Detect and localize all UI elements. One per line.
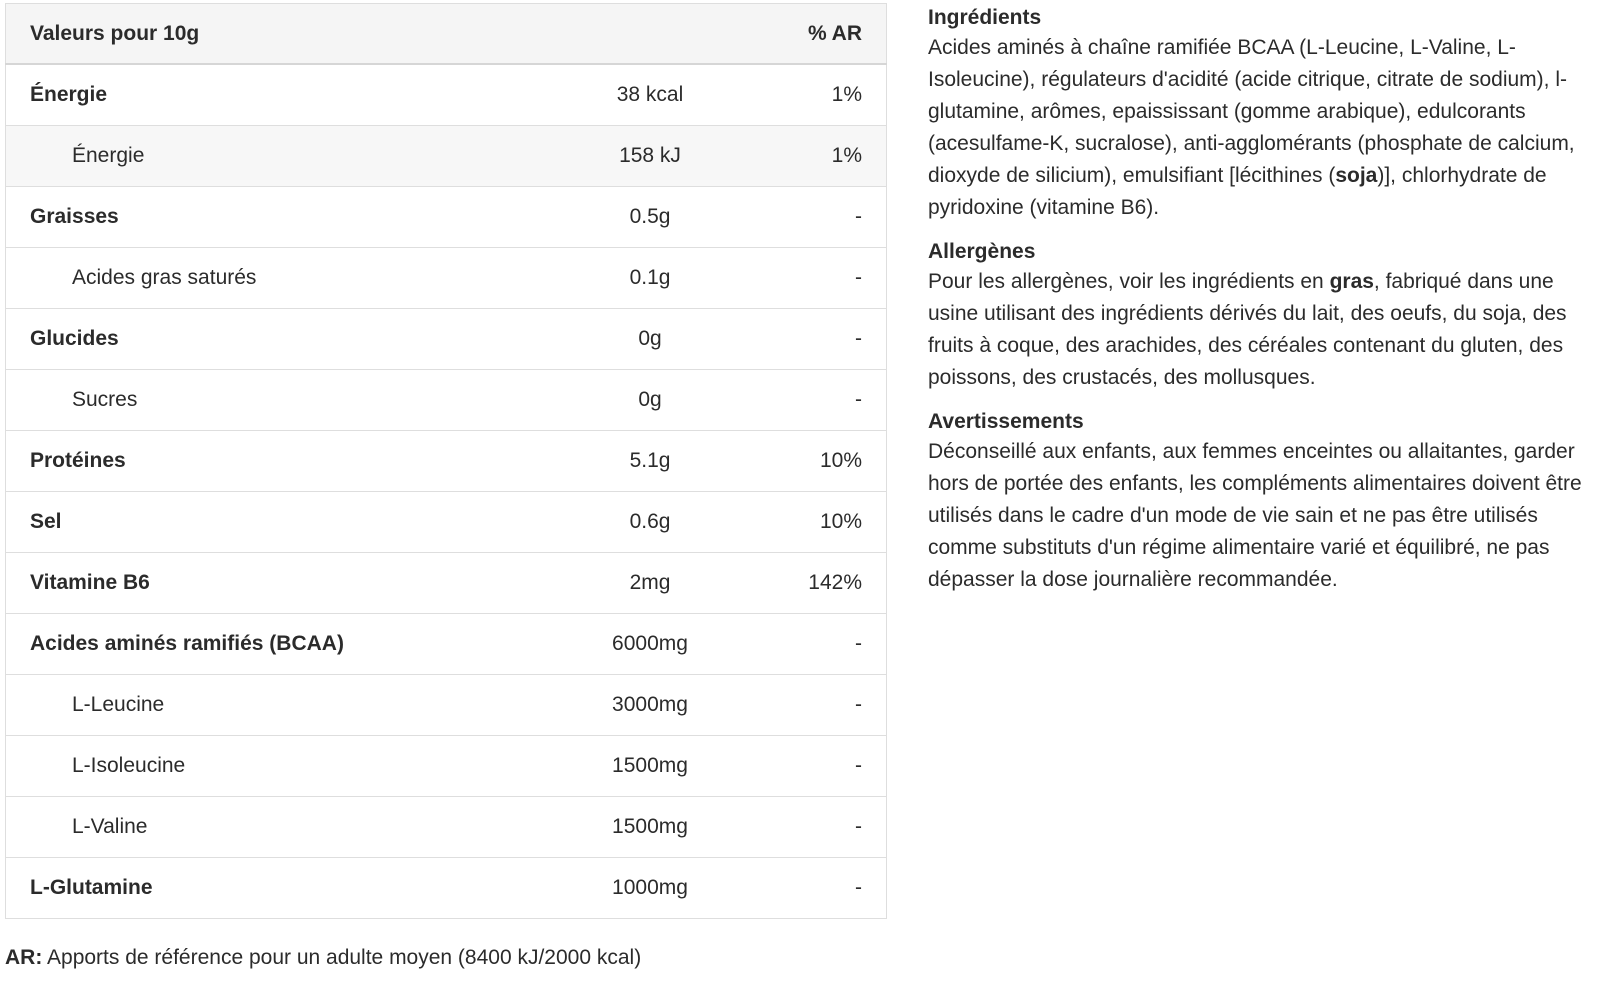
row-ar: - — [750, 736, 887, 797]
row-name: L-Isoleucine — [6, 736, 551, 797]
row-value: 2mg — [550, 553, 750, 614]
row-name: L-Leucine — [6, 675, 551, 736]
product-info — [928, 4, 1608, 610]
nutrition-table-body — [6, 64, 887, 919]
allergens-title: Allergènes — [928, 240, 1036, 263]
header-ar: % AR — [750, 4, 887, 65]
row-value: 0.1g — [550, 248, 750, 309]
warnings-text: Déconseillé aux enfants, aux femmes enceintes ou allaitantes, garder hors de portée des enfants, les compléments alimentaires doivent être utilisés dans le cadre d'un mode de vie sain et ne pas être utilisés comme substituts d'un régime alimentaire varié et équilibré, ne pas dépasser la dose journalière recommandée. — [928, 440, 1582, 591]
row-ar: 1% — [750, 64, 887, 126]
table-row — [6, 736, 887, 797]
row-value: 0g — [550, 370, 750, 431]
row-name: Vitamine B6 — [6, 553, 551, 614]
ingredients-text-part: )], chlorhydrate de pyridoxine (vitamine B6). — [928, 164, 1547, 219]
row-ar: - — [750, 248, 887, 309]
table-row — [6, 309, 887, 370]
table-row — [6, 126, 887, 187]
row-name: Protéines — [6, 431, 551, 492]
row-value: 0.5g — [550, 187, 750, 248]
header-name: Valeurs pour 10g — [6, 4, 551, 65]
row-name: Graisses — [6, 187, 551, 248]
row-value: 3000mg — [550, 675, 750, 736]
warnings-section — [928, 408, 1608, 596]
row-value: 158 kJ — [550, 126, 750, 187]
ingredients-text-part: Acides aminés à chaîne ramifiée BCAA (L-Leucine, L-Valine, L-Isoleucine), régulateurs d'acidité (acide citrique, citrate de sodium), l-glutamine, arômes, epaississant (gomme arabique), edulcorants (acesulfame-K, sucralose), anti-agglomérants (phosphate de calcium, dioxyde de silicium), emulsifiant [lécithines ( — [928, 36, 1575, 187]
row-ar: 142% — [750, 553, 887, 614]
ingredients-title: Ingrédients — [928, 6, 1042, 29]
row-ar: - — [750, 309, 887, 370]
footnote-label: AR: — [5, 946, 43, 969]
allergens-text-part: , fabriqué dans une usine utilisant des ingrédients dérivés du lait, des oeufs, du soja, des fruits à coque, des arachides, des céréales contenant du gluten, des poissons, des crustacés, des mollusques. — [928, 270, 1567, 389]
table-row — [6, 553, 887, 614]
row-value: 1500mg — [550, 736, 750, 797]
row-name: L-Valine — [6, 797, 551, 858]
row-name: L-Glutamine — [6, 858, 551, 919]
row-name: Glucides — [6, 309, 551, 370]
row-ar: - — [750, 675, 887, 736]
row-value: 5.1g — [550, 431, 750, 492]
table-row — [6, 492, 887, 553]
row-name: Énergie — [6, 64, 551, 126]
table-row — [6, 614, 887, 675]
row-ar: - — [750, 858, 887, 919]
table-header-row — [6, 4, 887, 65]
table-row — [6, 248, 887, 309]
row-value: 6000mg — [550, 614, 750, 675]
table-row — [6, 675, 887, 736]
footnote-text: Apports de référence pour un adulte moyen (8400 kJ/2000 kcal) — [42, 946, 642, 969]
table-row — [6, 64, 887, 126]
row-name: Acides aminés ramifiés (BCAA) — [6, 614, 551, 675]
table-row — [6, 797, 887, 858]
table-row — [6, 431, 887, 492]
allergens-bold-word: gras — [1329, 270, 1374, 293]
row-value: 1500mg — [550, 797, 750, 858]
nutrition-table — [5, 3, 887, 919]
table-row — [6, 187, 887, 248]
row-ar: 10% — [750, 431, 887, 492]
ingredients-text — [928, 32, 1608, 224]
row-name: Sucres — [6, 370, 551, 431]
footnote — [5, 946, 641, 970]
row-ar: - — [750, 614, 887, 675]
row-ar: 10% — [750, 492, 887, 553]
allergens-text — [928, 266, 1608, 394]
ingredients-allergen-bold: soja — [1335, 164, 1378, 187]
row-ar: - — [750, 187, 887, 248]
allergens-text-part: Pour les allergènes, voir les ingrédients en — [928, 270, 1330, 293]
row-value: 38 kcal — [550, 64, 750, 126]
row-ar: - — [750, 370, 887, 431]
row-value: 0.6g — [550, 492, 750, 553]
warnings-title: Avertissements — [928, 410, 1084, 433]
row-ar: 1% — [750, 126, 887, 187]
row-name: Énergie — [6, 126, 551, 187]
row-ar: - — [750, 797, 887, 858]
table-row — [6, 370, 887, 431]
row-name: Acides gras saturés — [6, 248, 551, 309]
header-value — [550, 4, 750, 65]
row-value: 1000mg — [550, 858, 750, 919]
allergens-section — [928, 238, 1608, 394]
table-row — [6, 858, 887, 919]
ingredients-section — [928, 4, 1608, 224]
row-value: 0g — [550, 309, 750, 370]
row-name: Sel — [6, 492, 551, 553]
